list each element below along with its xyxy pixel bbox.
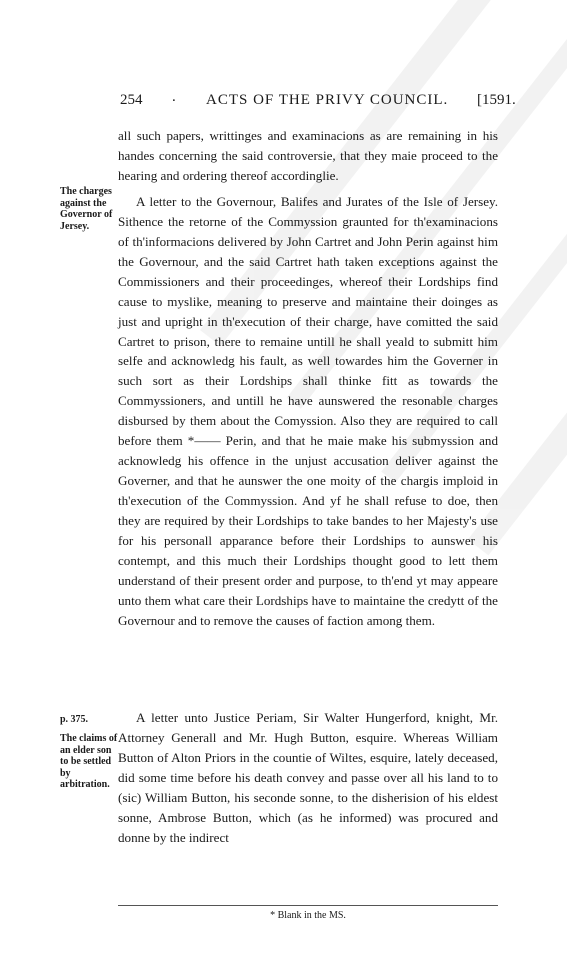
margin-note-button: The claims of an elder son to be settled by arbitration. [60,733,118,790]
running-header [0,88,567,118]
footnote: * Blank in the MS. [270,910,346,921]
footnote-rule [118,905,498,906]
header-year: [1591. [477,92,516,108]
margin-note-page-ref: p. 375. [60,714,89,725]
running-title: ACTS OF THE PRIVY COUNCIL. [206,92,449,108]
body-text-top [118,126,498,631]
margin-note-governor: The charges against the Governor of Jersey. [60,186,113,232]
page-number: 254 [120,92,143,108]
body-text-bottom [118,708,498,848]
paragraph-periam-letter: A letter unto Justice Periam, Sir Walter Hungerford, knight, Mr. Attorney Generall and Mr. Hugh Button, esquire. Whereas William Button of Alton Priors in the countie of Wiltes, esquire, lately deceased, did some time before his death convey and passe over all his land to to (sic) William Button, his seconde sonne, to the disherision of his eldest sonne, Ambrose Button, which (as he informed) was procured and donne by the indirect [118,710,498,845]
paragraph-continuation: all such papers, writtinges and examinacions as are remaining in his handes concerning the said controversie, that they maie proceed to the hearing and ordering thereof accordinglie. [118,128,498,183]
paragraph-jersey-letter: A letter to the Governour, Balifes and Jurates of the Isle of Jersey. Sithence the retorne of the Commyssion graunted for th'examinacions of th'informacions delivered by John Cartret and John Perin against him the Governour, and the said Cartret hath taken exceptions against the Commissioners and their proceedinges, whereof their Lordships find cause to myslike, meaning to preserve and maintaine their doinges as just and upright in th'execution of their charge, have comitted the said Cartret to prison, there to remaine untill he shall yeald to submitt him selfe and acknowledg his fault, as well towardes him the Governer in such sort as their Lordships shall thinke fitt as towards the Commyssioners, and untill he have aunswered the resonable charges disbursed by them about the Comyssion. Also they are required to call before them *—— Perin, and that he maie make his submyssion and acknowledg his offence in the unjust accusation deliver against the Governer, and that he aunswer the one moity of the chargis imploid in th'execution of the Commyssion. And yf he shall refuse to doe, then they are required by their Lordships to take bandes to her Majesty's use for his personall apparance before their Lordships to aunswer his contempt, and this much their Lordships thought good to lett them understand of their present order and purpose, to th'end yt may appeare unto them what care their Lordships have to maintaine the credytt of the Governour and to remove the causes of faction among them. [118,193,498,628]
header-separator: . [172,89,176,105]
